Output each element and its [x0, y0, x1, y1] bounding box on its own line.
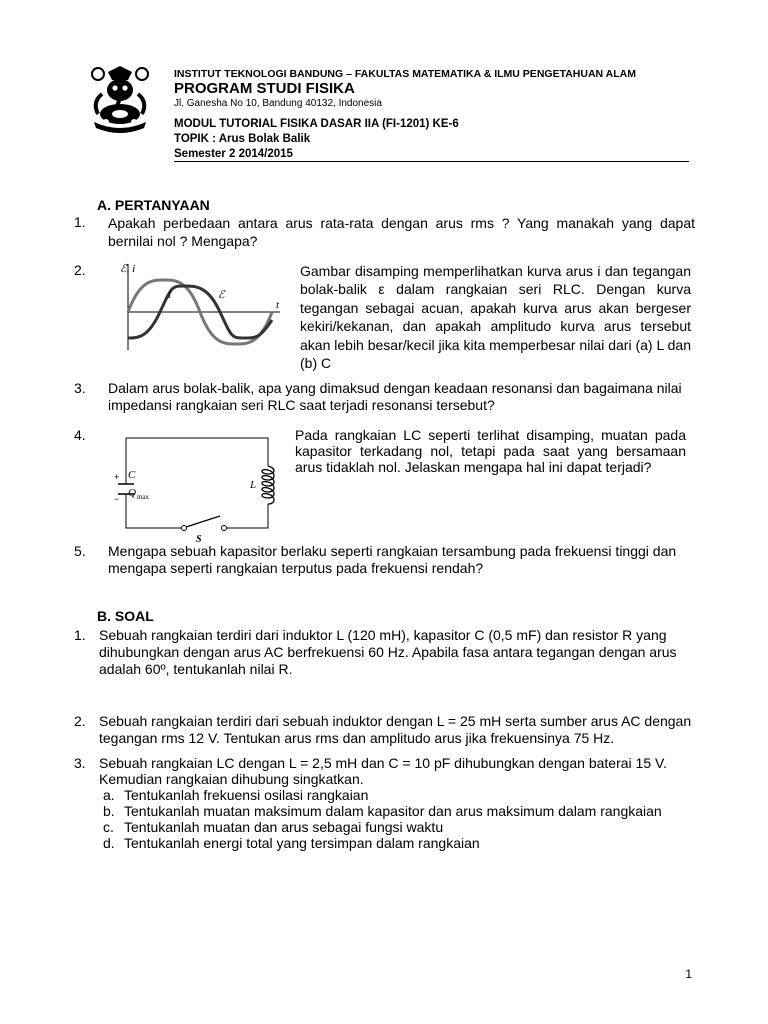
current-label: i — [168, 289, 172, 301]
y-axis-label: ℰ, i — [120, 263, 136, 275]
switch-contact — [222, 526, 227, 531]
section-b-title: B. SOAL — [97, 608, 154, 624]
s2-text: Sebuah rangkaian terdiri dari sebuah induktor dengan L = 25 mH serta sumber arus AC dengan tegangan rms 12 V. Tentukan arus rms dan amplitudo arus jika frekuensinya 75 Hz. — [99, 713, 692, 746]
s3-line-2: Kemudian rangkaian dihubung singkatkan. — [99, 771, 364, 787]
q3-text: Dalam arus bolak-balik, apa yang dimaksud dengan keadaan resonansi dan bagaimana nilai impedansi rangkaian seri RLC saat terjadi resonansi tersebut? — [108, 380, 682, 413]
q1-text: Apakah perbedaan antara arus rata-rata dengan arus rms ? Yang manakah yang dapat bernilai nol ? Mengapa? — [108, 215, 695, 249]
switch-blade — [186, 516, 220, 527]
s1-number: 1. — [74, 627, 86, 643]
voltage-label: ℰ — [218, 289, 225, 301]
address: Jl. Ganesha No 10, Bandung 40132, Indonesia — [174, 98, 382, 109]
charge-label: Q — [128, 487, 136, 499]
q3-number: 3. — [74, 380, 86, 396]
switch-pivot — [182, 526, 187, 531]
q4-number: 4. — [74, 427, 86, 443]
inductor-coil — [262, 466, 274, 504]
list-item-label: d. — [103, 835, 115, 851]
list-item-text: Tentukanlah muatan dan arus sebagai fungsi waktu — [124, 819, 444, 835]
s3-line-1: Sebuah rangkaian LC dengan L = 2,5 mH dan C = 10 pF dihubungkan dengan baterai 15 V. — [99, 755, 667, 771]
header-divider — [174, 161, 689, 162]
q4-lc-circuit-figure — [112, 432, 282, 549]
page-number: 1 — [685, 967, 692, 981]
list-item-text: Tentukanlah energi total yang tersimpan dalam rangkaian — [124, 835, 480, 851]
charge-subscript: max — [137, 493, 150, 501]
list-item — [103, 803, 662, 819]
q2-text: Gambar disamping memperlihatkan kurva arus i dan tegangan bolak-balik ε dalam rangkaian seri RLC. Dengan kurva tegangan sebagai acuan, apakah kurva arus akan bergeser kekiri/kekanan, dan apakah amplitudo kurva arus tersebut akan lebih besar/kecil jika kita memperbesar nilai dari (a) L dan (b) C — [300, 263, 691, 372]
minus-sign: − — [114, 494, 120, 504]
q1-number: 1. — [74, 214, 86, 230]
q5-number: 5. — [74, 543, 86, 559]
q4-text: Pada rangkaian LC seperti terlihat disamping, muatan pada kapasitor terkadang nol, tetapi pada saat yang bersamaan arus tidaklah nol. Jelaskan mengapa hal ini dapat terjadi? — [295, 427, 686, 475]
list-item-label: c. — [103, 819, 114, 835]
q2-number: 2. — [74, 262, 86, 278]
topic: TOPIK : Arus Bolak Balik — [174, 133, 311, 145]
institution-name: INSTITUT TEKNOLOGI BANDUNG – FAKULTAS MATEMATIKA & ILMU PENGETAHUAN ALAM — [174, 68, 636, 80]
s2-number: 2. — [74, 713, 86, 729]
capacitor-label: C — [128, 469, 136, 481]
itb-logo — [84, 64, 156, 141]
list-item-label: b. — [103, 803, 115, 819]
list-item-text: Tentukanlah frekuensi osilasi rangkaian — [124, 787, 369, 803]
list-item — [103, 819, 662, 835]
inductor-label: L — [250, 479, 257, 491]
s1-text: Sebuah rangkaian terdiri dari induktor L (120 mH), kapasitor C (0,5 mF) dan resistor R yang dihubungkan dengan arus AC berfrekuensi 60 Hz. Apabila fasa antara tegangan dengan arus adalah 60º, tentukanlah nilai R. — [99, 627, 677, 677]
list-item-text: Tentukanlah muatan maksimum dalam kapasitor dan arus maksimum dalam rangkaian — [124, 803, 662, 819]
module-title: MODUL TUTORIAL FISIKA DASAR IIA (FI-1201) KE-6 — [174, 118, 459, 130]
program-title: PROGRAM STUDI FISIKA — [174, 80, 355, 97]
list-item-label: a. — [103, 787, 115, 803]
list-item — [103, 787, 662, 803]
list-item — [103, 835, 662, 851]
time-axis-label: t — [276, 299, 280, 311]
q5-text: Mengapa sebuah kapasitor berlaku seperti rangkaian tersambung pada frekuensi tinggi dan mengapa seperti rangkaian terputus pada frekuensi rendah? — [108, 543, 677, 576]
section-a-title: A. PERTANYAAN — [97, 197, 210, 213]
s3-sub-items — [103, 787, 662, 851]
semester: Semester 2 2014/2015 — [174, 148, 293, 160]
switch-label: S — [196, 534, 202, 544]
plus-sign: + — [114, 472, 120, 482]
s3-number: 3. — [74, 755, 86, 771]
q2-waveform-figure — [108, 258, 288, 359]
